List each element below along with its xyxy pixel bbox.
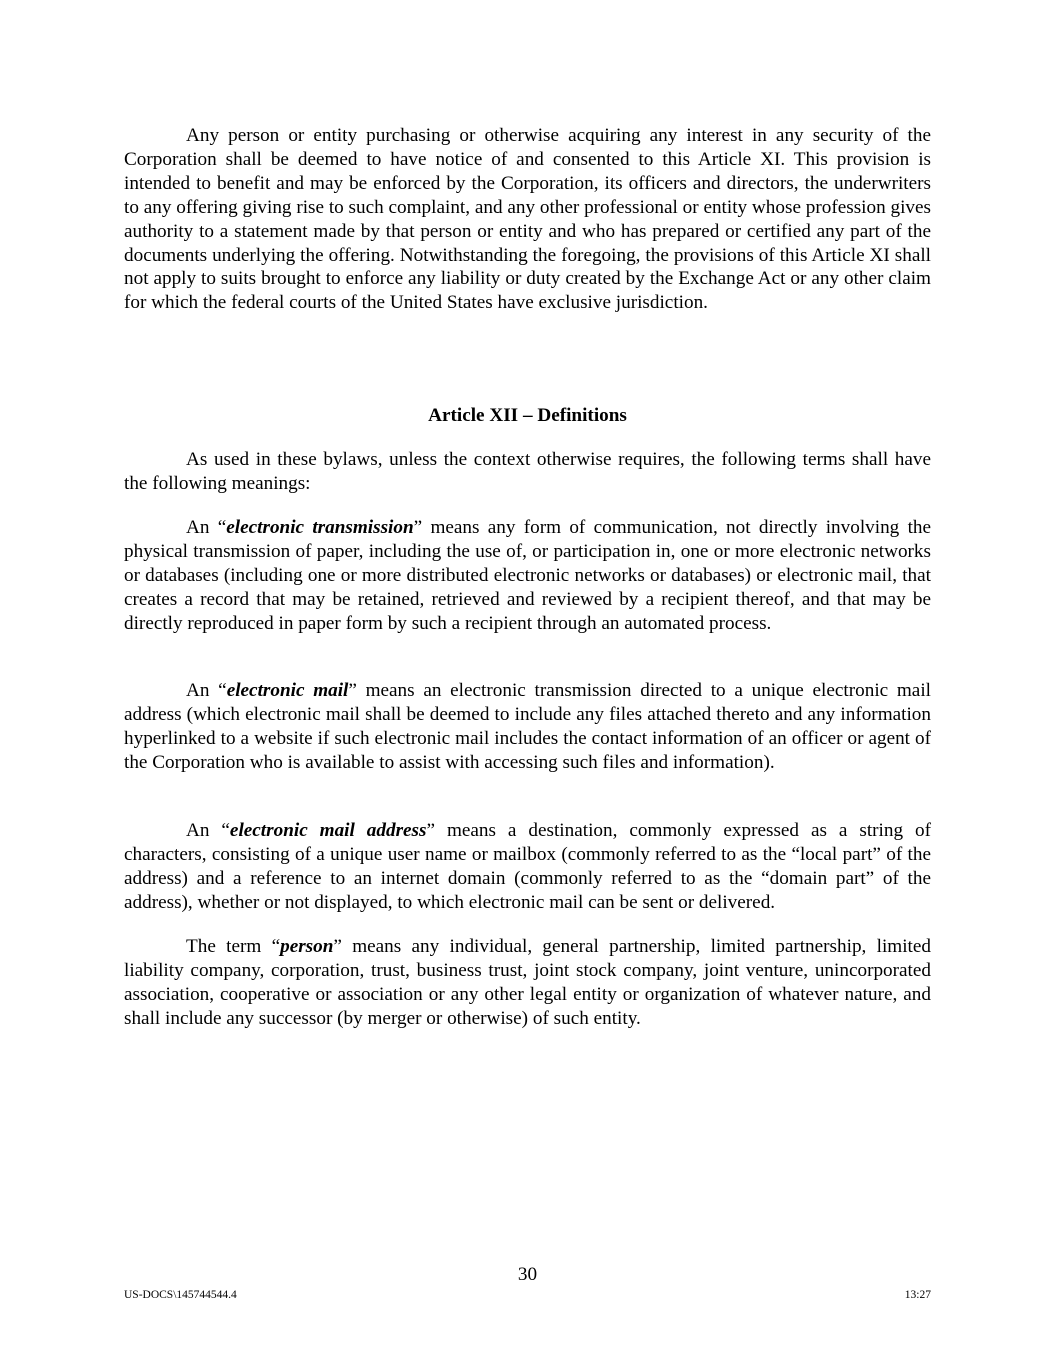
definition-prefix: An “ xyxy=(186,680,227,701)
definition-prefix: An “ xyxy=(186,517,227,538)
definition-text: ” means a destination, commonly expressed as a string of characters, consisting of a unique user name or mailbox (commonly referred to as the “local part” of the address) and a reference to an internet domain (commonly referred to as the “domain part” of the address), whether or not displayed, to which electronic mail can be sent or delivered. xyxy=(124,820,932,913)
definition-electronic-mail xyxy=(124,679,931,775)
definition-term: electronic transmission xyxy=(226,517,414,538)
definition-prefix: The term “ xyxy=(186,936,281,957)
article-xi-paragraph: Any person or entity purchasing or otherwise acquiring any interest in any security of the Corporation shall be deemed to have notice of and consented to this Article XI. This provision is intended to benefit and may be enforced by the Corporation, its officers and directors, the underwriters to any offering giving rise to such complaint, and any other professional or entity whose profession gives authority to a statement made by that person or entity and who has prepared or certified any part of the documents underlying the offering. Notwithstanding the foregoing, the provisions of this Article XI shall not apply to suits brought to enforce any liability or duty created by the Exchange Act or any other claim for which the federal courts of the United States have exclusive jurisdiction. xyxy=(124,125,931,314)
definition-term: person xyxy=(280,936,334,957)
definition-electronic-mail-address xyxy=(124,819,931,915)
definition-text: ” means any form of communication, not directly involving the physical transmission of paper, including the use of, or participation in, one or more electronic networks or databases (including one or more distributed electronic networks or databases) or electronic mail, that creates a record that may be retained, retrieved and reviewed by a recipient thereof, and that may be directly reproduced in paper form by such a recipient through an automated process. xyxy=(124,517,932,634)
article-xii-heading: Article XII – Definitions xyxy=(428,405,627,426)
page-number: 30 xyxy=(517,1264,538,1285)
document-time: 13:27 xyxy=(904,1289,931,1301)
definition-term: electronic mail address xyxy=(229,820,427,841)
definition-electronic-transmission xyxy=(124,516,931,636)
definition-prefix: An “ xyxy=(186,820,230,841)
definition-text: ” means any individual, general partnership, limited partnership, limited liability company, corporation, trust, business trust, joint stock company, joint venture, unincorporated association, cooperative or association or any other legal entity or organization of whatever nature, and shall include any successor (by merger or otherwise) of such entity. xyxy=(124,936,931,1029)
definition-person xyxy=(124,935,931,1031)
definition-text: ” means an electronic transmission directed to a unique electronic mail address (which electronic mail shall be deemed to include any files attached thereto and any information hyperlinked to a website if such electronic mail includes the contact information of an officer or agent of the Corporation who is available to assist with accessing such files and information). xyxy=(124,680,931,773)
definition-term: electronic mail xyxy=(226,680,349,701)
article-xii-intro-paragraph: As used in these bylaws, unless the context otherwise requires, the following terms shall have the following meanings: xyxy=(124,449,931,494)
document-id: US-DOCS\145744544.4 xyxy=(124,1289,237,1301)
